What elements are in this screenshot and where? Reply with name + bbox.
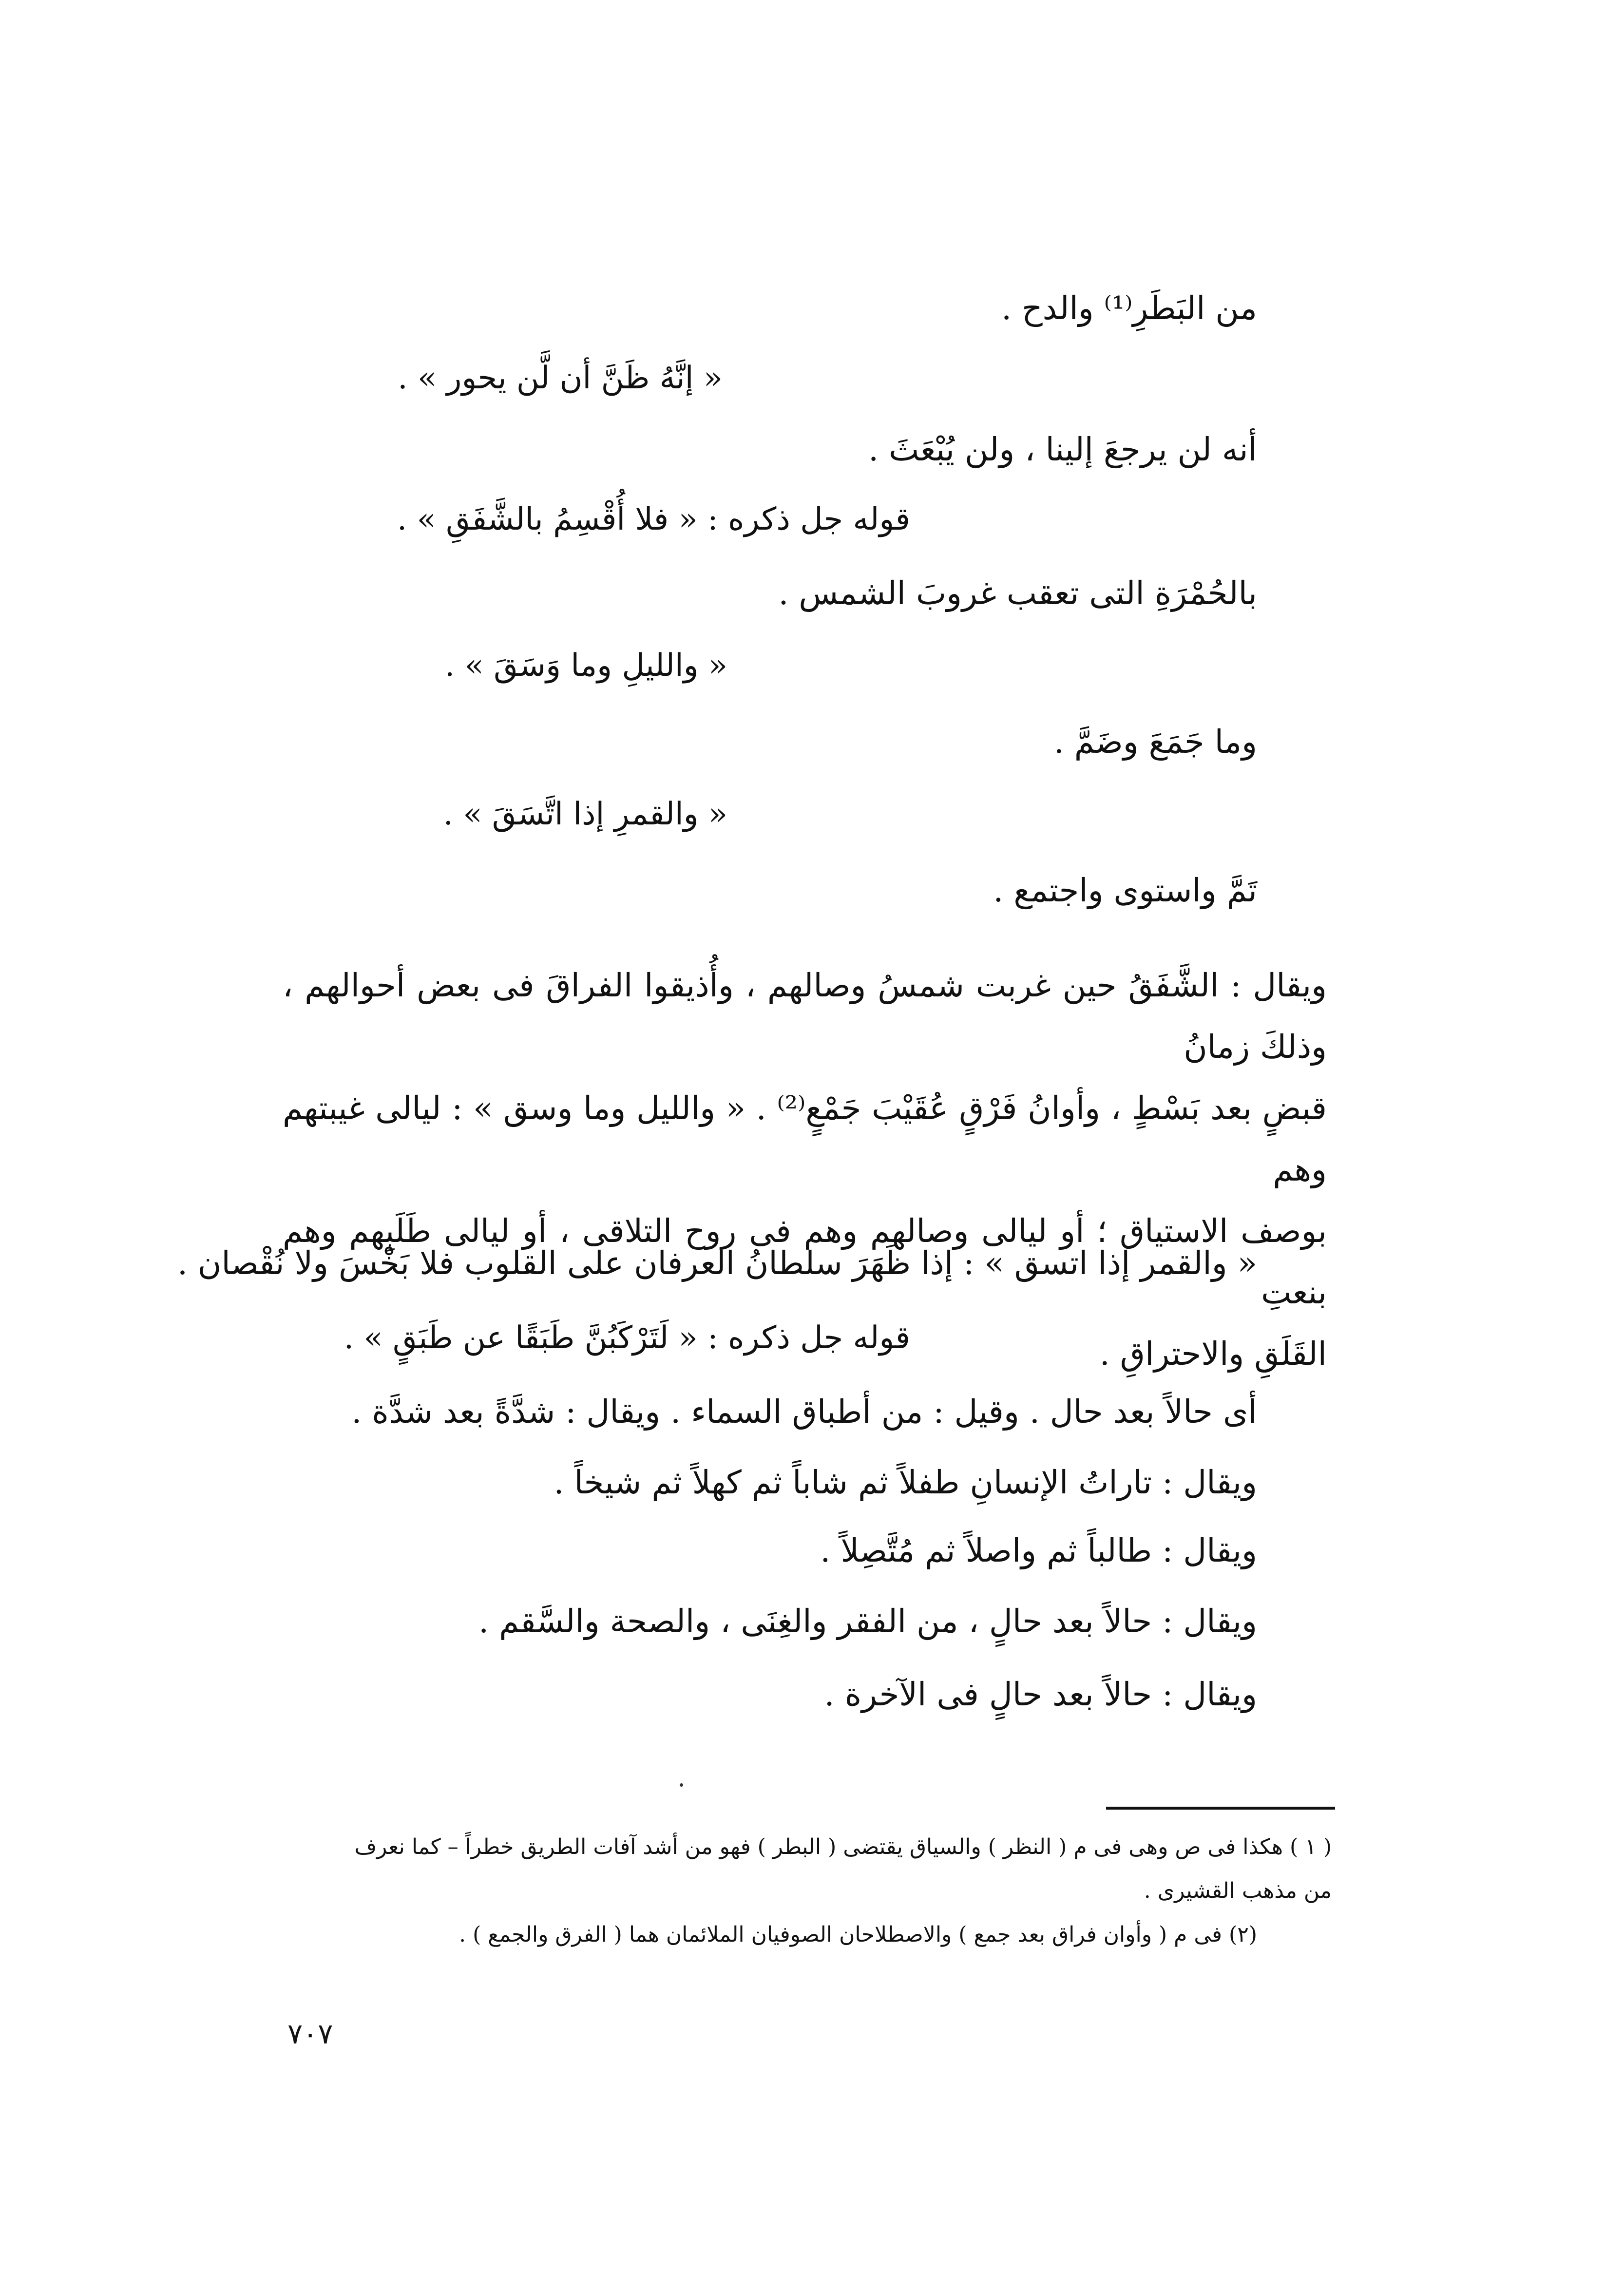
footnote-2: (٢) فى م ( وأوان فراق بعد جمع ) والاصطلاحان الصوفيان الملائمان هما ( الفرق والجمع ) .	[459, 1922, 1257, 1947]
quran-verse-2: قوله جل ذكره : « فلا أُقْسِمُ بالشَّفَقِ » .	[397, 501, 910, 537]
text-line-6: أى حالاً بعد حال . وقيل : من أطباق السماء . ويقال : شدَّةً بعد شدَّة .	[351, 1393, 1257, 1431]
text-line-4: وما جَمَعَ وضَمَّ .	[1053, 723, 1257, 761]
text-line-8: ويقال : طالباً ثم واصلاً ثم مُتَّصِلاً .	[820, 1532, 1257, 1569]
text-line-3: بالحُمْرَةِ التى تعقب غروبَ الشمس .	[778, 574, 1257, 612]
footnote-1-continued: من مذهب القشيرى .	[1144, 1878, 1332, 1903]
paragraph-line-1: ويقال : الشَّفَقُ حين غربت شمسُ وصالهم ، وأُذيقوا الفراقَ فى بعض أحوالهم ، وذلكَ زمانُ	[283, 967, 1327, 1066]
paragraph-line-3: بوصف الاستياق ؛ أو ليالى وصالهم وهم فى روح التلاقى ، أو ليالى طَلَبِهم وهم بنعتِ	[283, 1212, 1327, 1311]
quran-verse-3: « والليلِ وما وَسَقَ » .	[444, 648, 727, 684]
paragraph-line-2: قبضٍ بعد بَسْطٍ ، وأوانُ فَرْقٍ عُقَيْبَ جَمْعٍ⁽²⁾ . « والليل وما وسق » : ليالى غيبتهم وهم	[283, 1089, 1327, 1188]
text-line-9: ويقال : حالاً بعد حالٍ ، من الفقر والغِنَى ، والصحة والسَّقم .	[478, 1603, 1257, 1640]
footnote-separator	[1106, 1807, 1335, 1810]
scan-speck	[680, 1783, 683, 1787]
paragraph-line-4: القَلَقِ والاحتراقِ .	[1099, 1335, 1327, 1373]
text-line-5: تَمَّ واستوى واجتمع .	[993, 872, 1257, 909]
page-number: ٧٠٧	[287, 2017, 333, 2050]
commentary-line: « والقمر إذا اتسق » : إذا ظَهَرَ سلطانُ العرفان على القلوب فلا بَخْسَ ولا نُقْصان .	[177, 1244, 1257, 1282]
quran-verse-5: قوله جل ذكره : « لَتَرْكَبُنَّ طَبَقًا عن طَبَقٍ » .	[344, 1320, 910, 1356]
text-line-10: ويقال : حالاً بعد حالٍ فى الآخرة .	[824, 1676, 1257, 1713]
text-line-1: من البَطَرِ⁽¹⁾ والدح .	[1001, 289, 1257, 327]
quran-verse-1: « إنَّهُ ظَنَّ أن لَّن يحور » .	[398, 360, 723, 396]
text-line-2: أنه لن يرجعَ إلينا ، ولن يُبْعَثَ .	[868, 431, 1257, 468]
quran-verse-4: « والقمرِ إذا اتَّسَقَ » .	[443, 796, 727, 832]
footnote-1: ( ١ ) هكذا فى ص وهى فى م ( النظر ) والسياق يقتضى ( البطر ) فهو من أشد آفات الطريق خطراً – كما نعرف	[354, 1834, 1332, 1859]
text-line-7: ويقال : تاراتُ الإنسانِ طفلاً ثم شاباً ثم كهلاً ثم شيخاً .	[554, 1464, 1257, 1501]
